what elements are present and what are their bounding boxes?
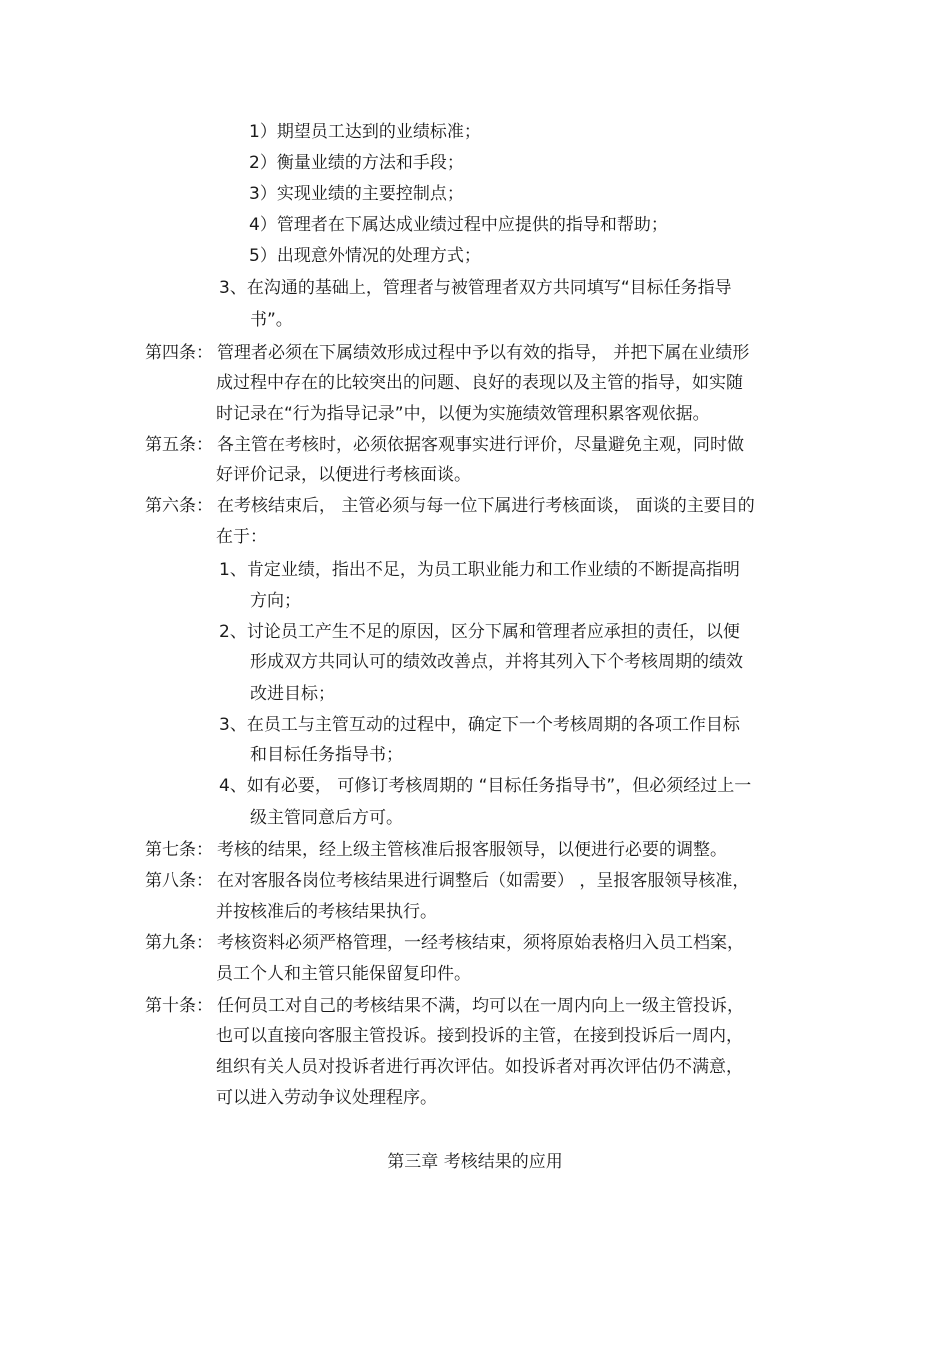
article-6-item-4-line-2: 级主管同意后方可。 xyxy=(250,808,403,828)
article-10-text-1: 任何员工对自己的考核结果不满，均可以在一周内向上一级主管投诉， xyxy=(217,996,744,1016)
article-6-item-1-line-1: 1、肯定业绩，指出不足，为员工职业能力和工作业绩的不断提高指明 xyxy=(219,560,740,580)
article-7-line-1 xyxy=(145,839,727,861)
article-9-label: 第九条： xyxy=(145,933,213,953)
article-6-item-4-line-1: 4、如有必要， 可修订考核周期的 “目标任务指导书”，但必须经过上一 xyxy=(219,776,752,796)
sub-item-1: 1）期望员工达到的业绩标准； xyxy=(249,122,481,142)
article-7-label: 第七条： xyxy=(145,840,213,860)
article-6-item-2-line-1: 2、讨论员工产生不足的原因，区分下属和管理者应承担的责任，以便 xyxy=(219,622,740,642)
article-6-label: 第六条： xyxy=(145,496,213,516)
article-4-label: 第四条： xyxy=(145,343,213,363)
article-7-text-1: 考核的结果，经上级主管核准后报客服领导，以便进行必要的调整。 xyxy=(217,840,727,860)
article-4-line-3: 时记录在“行为指导记录”中，以便为实施绩效管理积累客观依据。 xyxy=(216,404,710,424)
article-8-text-1: 在对客服各岗位考核结果进行调整后（如需要） ，呈报客服领导核准， xyxy=(217,871,750,891)
sub-item-3: 3）实现业绩的主要控制点； xyxy=(249,184,464,204)
article-6-item-3-line-1: 3、在员工与主管互动的过程中，确定下一个考核周期的各项工作目标 xyxy=(219,715,740,735)
article-6-text-1: 在考核结束后， 主管必须与每一位下属进行考核面谈， 面谈的主要目的 xyxy=(217,496,755,516)
article-6-item-2-line-3: 改进目标； xyxy=(250,684,335,704)
article-9-text-1: 考核资料必须严格管理，一经考核结束，须将原始表格归入员工档案， xyxy=(217,933,744,953)
article-8-line-2: 并按核准后的考核结果执行。 xyxy=(216,902,437,922)
article-5-label: 第五条： xyxy=(145,435,213,455)
article-10-line-1 xyxy=(145,995,744,1017)
article-5-line-1 xyxy=(145,434,744,456)
article-6-line-1 xyxy=(145,495,755,517)
article-9-line-2: 员工个人和主管只能保留复印件。 xyxy=(216,964,471,984)
article-10-line-3: 组织有关人员对投诉者进行再次评估。如投诉者对再次评估仍不满意， xyxy=(216,1057,743,1077)
article-6-item-2-line-2: 形成双方共同认可的绩效改善点，并将其列入下个考核周期的绩效 xyxy=(250,652,743,672)
article-5-line-2: 好评价记录，以便进行考核面谈。 xyxy=(216,465,471,485)
chapter-heading: 第三章 考核结果的应用 xyxy=(387,1152,563,1172)
article-8-label: 第八条： xyxy=(145,871,213,891)
article-4-line-1 xyxy=(145,342,749,364)
article-5-text-1: 各主管在考核时，必须依据客观事实进行评价，尽量避免主观，同时做 xyxy=(217,435,744,455)
article-6-item-1-line-2: 方向； xyxy=(250,591,301,611)
sub-item-4: 4）管理者在下属达成业绩过程中应提供的指导和帮助； xyxy=(249,215,668,235)
article-4-text-1: 管理者必须在下属绩效形成过程中予以有效的指导， 并把下属在业绩形 xyxy=(217,343,750,363)
article-6-line-2: 在于： xyxy=(216,527,267,547)
article-6-item-3-line-2: 和目标任务指导书； xyxy=(250,745,403,765)
sub-item-2: 2）衡量业绩的方法和手段； xyxy=(249,153,464,173)
article-10-line-2: 也可以直接向客服主管投诉。接到投诉的主管，在接到投诉后一周内， xyxy=(216,1026,743,1046)
article-4-line-2: 成过程中存在的比较突出的问题、良好的表现以及主管的指导，如实随 xyxy=(216,373,743,393)
item-3-line-2: 书”。 xyxy=(250,310,293,330)
article-10-line-4: 可以进入劳动争议处理程序。 xyxy=(216,1088,437,1108)
article-9-line-1 xyxy=(145,932,744,954)
item-3-line-1: 3、在沟通的基础上，管理者与被管理者双方共同填写“目标任务指导 xyxy=(219,278,732,298)
article-10-label: 第十条： xyxy=(145,996,213,1016)
article-8-line-1 xyxy=(145,870,749,892)
sub-item-5: 5）出现意外情况的处理方式； xyxy=(249,246,481,266)
